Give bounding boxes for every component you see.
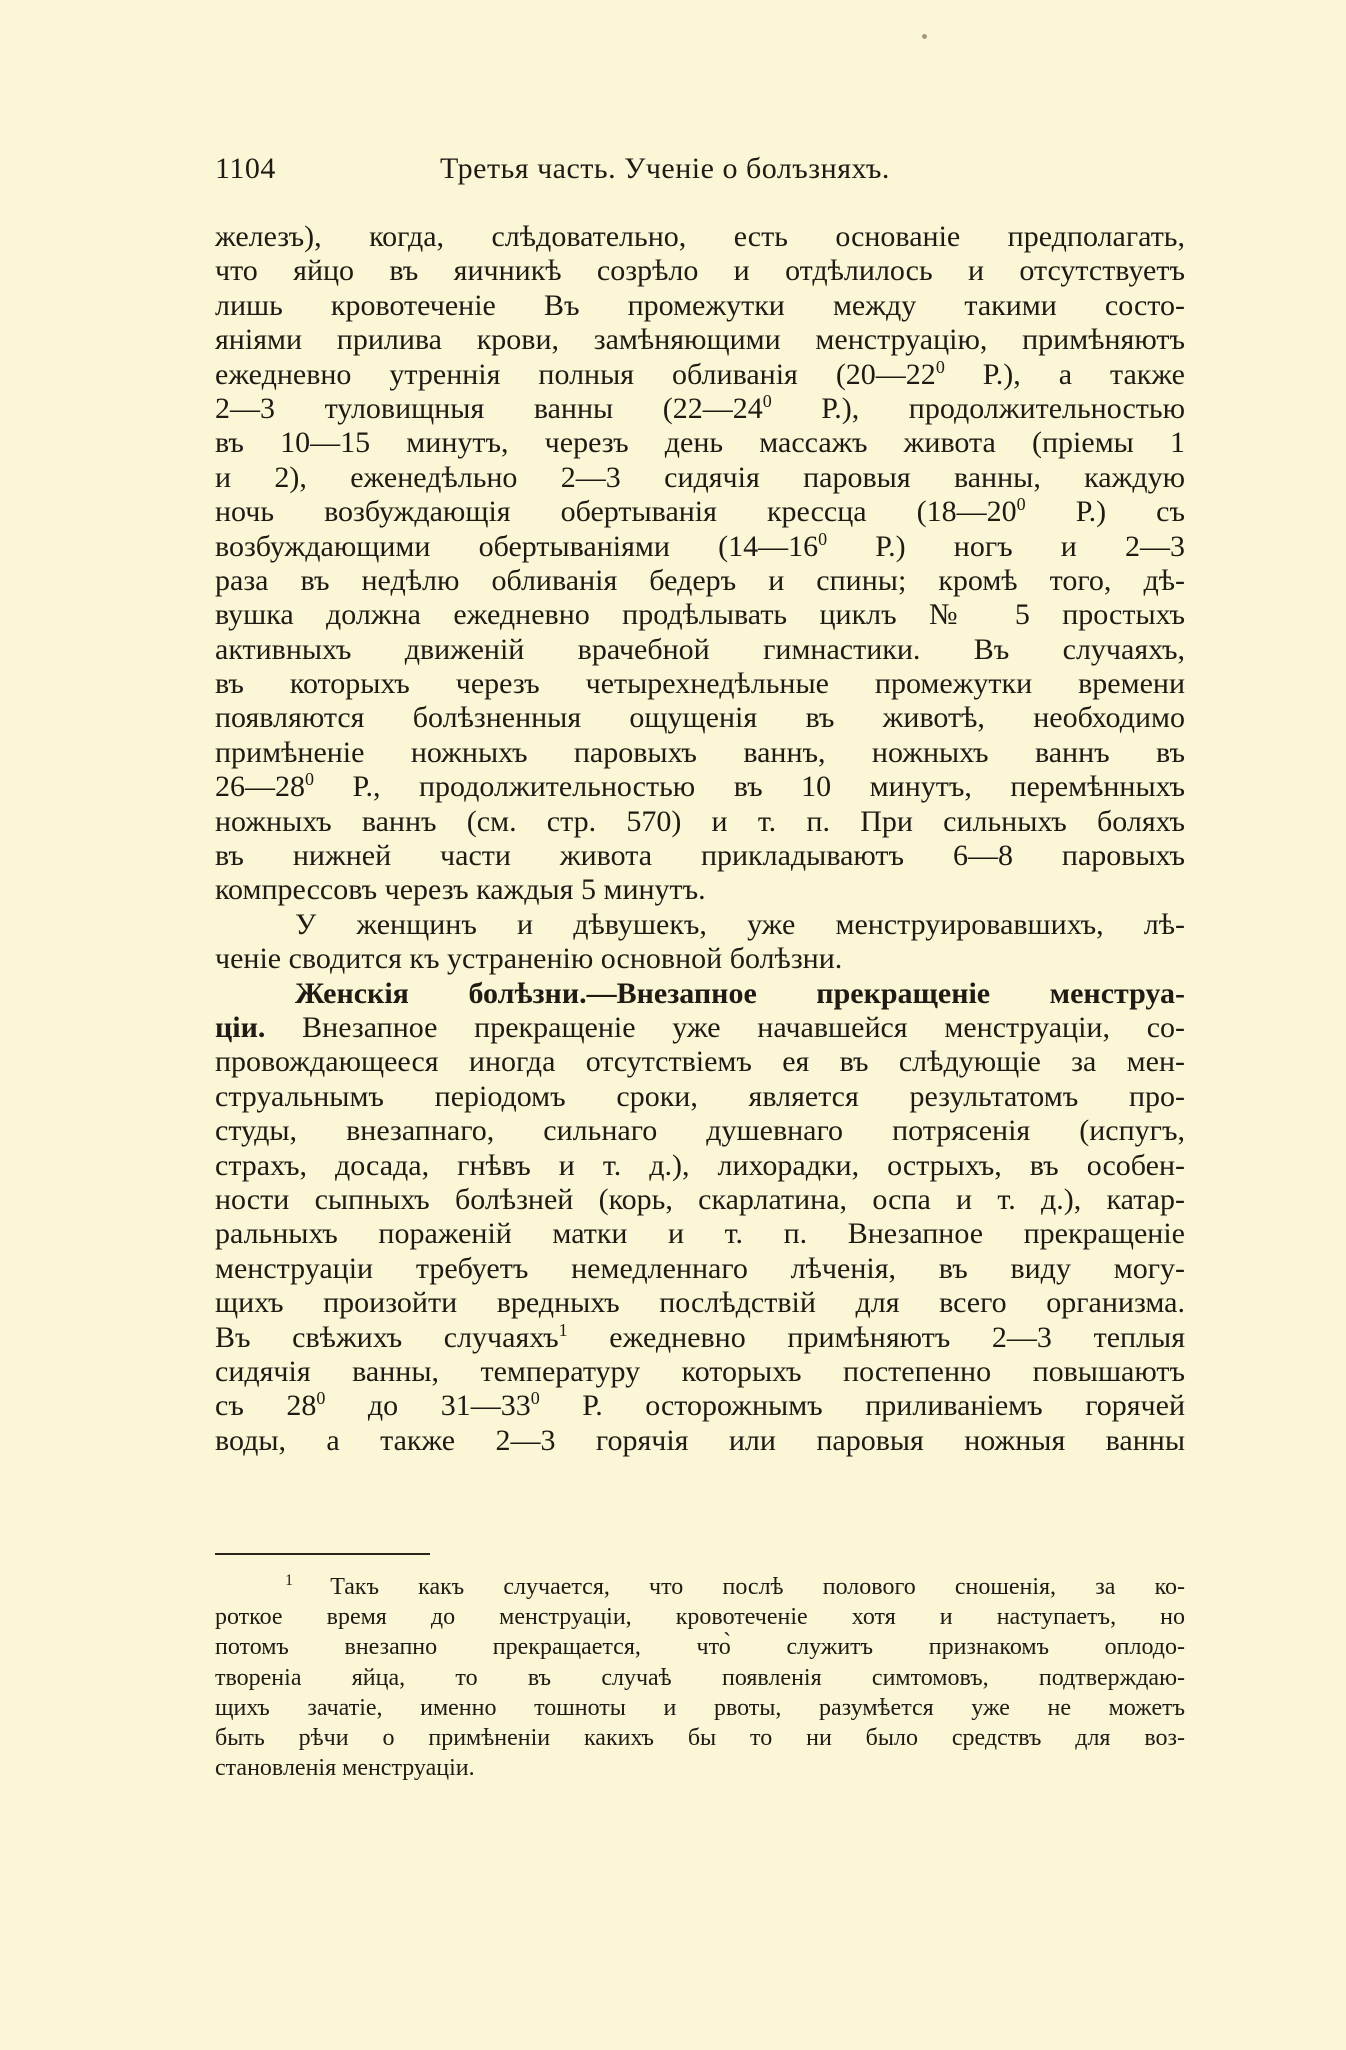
superscript: 0 — [818, 528, 828, 549]
text-run: до 31—33 — [325, 1389, 531, 1423]
running-title: Третья часть. Ученіе о болъзняхъ. — [440, 152, 890, 185]
page-header — [215, 152, 1180, 198]
text-run: ежедневно примѣняютъ 2—3 теплыя — [567, 1320, 1185, 1354]
text-run: щихъ зачатіе, именно тошноты и рвоты, разумѣется уже не можетъ — [215, 1694, 1185, 1721]
footnote-divider — [215, 1553, 430, 1555]
text-line — [215, 1183, 1185, 1217]
text-line — [215, 461, 1185, 495]
text-run: активныхъ движеній врачебной гимнастики. Въ случаяхъ, — [215, 632, 1185, 666]
text-line — [215, 1424, 1185, 1458]
page-number: 1104 — [215, 152, 276, 185]
footnote-line — [215, 1663, 1185, 1693]
text-run: воды, а также 2—3 горячія или паровыя ножныя ванны — [215, 1423, 1185, 1457]
text-run: появляются болѣзненныя ощущенія въ животѣ, необходимо — [215, 701, 1185, 735]
text-line — [215, 839, 1185, 873]
text-line — [215, 1149, 1185, 1183]
text-run: Такъ какъ случается, что послѣ полового сношенія, за ко- — [330, 1574, 1186, 1600]
text-line — [215, 598, 1185, 632]
text-line — [215, 1114, 1185, 1148]
footnote-marker: 1 — [285, 1572, 331, 1589]
text-run: сидячія ванны, температуру которыхъ постепенно повышаютъ — [215, 1354, 1185, 1388]
text-run: раза въ недѣлю обливанія бедеръ и спины; кромѣ того, дѣ- — [215, 563, 1185, 597]
text-line — [215, 426, 1185, 460]
text-run: ножныхъ ваннъ (см. стр. 570) и т. п. При сильныхъ боляхъ — [215, 804, 1185, 838]
text-run: въ 10—15 минутъ, черезъ день массажъ живота (пріемы 1 — [215, 426, 1185, 460]
text-line — [215, 701, 1185, 735]
text-run: ченіе сводится къ устраненію основной болѣзни. — [215, 942, 843, 976]
text-line — [215, 495, 1185, 529]
text-line — [215, 1321, 1185, 1355]
text-run: компрессовъ черезъ каждыя 5 минутъ. — [215, 873, 706, 907]
text-line — [215, 1045, 1185, 1079]
text-run: роткое время до менструаціи, кровотеченіе хотя и наступаетъ, но — [215, 1604, 1185, 1631]
text-line — [215, 908, 1185, 942]
text-line — [215, 530, 1185, 564]
text-line — [215, 1011, 1185, 1045]
text-run: Р.), а также — [944, 357, 1185, 391]
text-line — [215, 1355, 1185, 1389]
text-line — [215, 564, 1185, 598]
footnote-line — [215, 1753, 1185, 1783]
text-run: 2—3 туловищныя ванны (22—24 — [215, 391, 763, 425]
text-run: въ нижней части живота прикладываютъ 6—8 паровыхъ — [215, 839, 1185, 873]
superscript: 0 — [935, 356, 945, 377]
text-run: ежедневно утреннія полныя обливанія (20—22 — [215, 357, 936, 391]
text-run: лишь кровотеченіе Въ промежутки между такими состо- — [215, 288, 1185, 322]
text-line — [215, 1389, 1185, 1423]
text-run: Внезапное прекращеніе уже начавшейся менструаціи, со- — [265, 1010, 1185, 1044]
superscript: 0 — [316, 1388, 326, 1409]
footnote-line — [215, 1632, 1185, 1662]
text-line — [215, 392, 1185, 426]
text-run: ральныхъ пораженій матки и т. п. Внезапное прекращеніе — [215, 1217, 1185, 1251]
superscript: 1 — [558, 1319, 568, 1340]
text-run: Р.), продолжительностью — [771, 391, 1185, 425]
text-run: твореніа яйца, то въ случаѣ появленія симтомовъ, подтверждаю- — [215, 1664, 1185, 1691]
text-line — [215, 667, 1185, 701]
text-line — [215, 1286, 1185, 1320]
text-run: менструаціи требуетъ немедленнаго лѣченія, въ виду могу- — [215, 1251, 1185, 1285]
text-run: и 2), еженедѣльно 2—3 сидячія паровыя ванны, каждую — [215, 460, 1185, 494]
text-run: быть рѣчи о примѣненіи какихъ бы то ни было средствъ для воз- — [215, 1724, 1185, 1751]
text-run: возбуждающими обертываніями (14—16 — [215, 529, 819, 563]
text-run: струальнымъ періодомъ сроки, является результатомъ про- — [215, 1079, 1185, 1113]
ink-speck — [922, 34, 927, 39]
text-line — [215, 220, 1185, 254]
text-run: примѣненіе ножныхъ паровыхъ ваннъ, ножныхъ ваннъ въ — [215, 735, 1185, 769]
text-run: становленія менструаціи. — [215, 1755, 475, 1782]
footnote-line — [215, 1723, 1185, 1753]
text-line — [215, 1252, 1185, 1286]
body-text — [215, 220, 1185, 1458]
superscript: 0 — [305, 769, 314, 790]
text-run: Р.) съ — [1025, 495, 1185, 529]
text-run: студы, внезапнаго, сильнаго душевнаго потрясенія (испугъ, — [215, 1114, 1185, 1148]
text-line — [215, 254, 1185, 288]
text-line — [215, 770, 1185, 804]
text-run: что яйцо въ яичникѣ созрѣло и отдѣлилось и отсутствуетъ — [215, 254, 1185, 288]
footnote-line — [215, 1602, 1185, 1632]
text-line — [215, 323, 1185, 357]
superscript: 0 — [530, 1388, 540, 1409]
superscript: 0 — [1016, 494, 1026, 515]
text-run: щихъ произойти вредныхъ послѣдствій для всего организма. — [215, 1286, 1185, 1320]
text-line — [215, 942, 1185, 976]
text-line — [215, 873, 1185, 907]
text-line — [215, 289, 1185, 323]
text-run: яніями прилива крови, замѣняющими менструацію, примѣняютъ — [215, 323, 1185, 357]
text-run: въ которыхъ черезъ четырехнедѣльные промежутки времени — [215, 667, 1185, 701]
text-line — [215, 1217, 1185, 1251]
text-run: Р., продолжительностью въ 10 минутъ, перемѣнныхъ — [314, 770, 1185, 804]
text-run: ности сыпныхъ болѣзней (корь, скарлатина, оспа и т. д.), катар- — [215, 1182, 1185, 1216]
superscript: 0 — [762, 390, 772, 411]
text-line — [215, 736, 1185, 770]
footnote — [215, 1572, 1185, 1783]
text-line — [215, 977, 1185, 1011]
footnote-line — [215, 1572, 1185, 1602]
text-line — [215, 358, 1185, 392]
text-run: страхъ, досада, гнѣвъ и т. д.), лихорадки, острыхъ, въ особен- — [215, 1148, 1185, 1182]
text-run: провождающееся иногда отсутствіемъ ея въ слѣдующіе за мен- — [215, 1045, 1185, 1079]
bold-heading-run: Женскія болѣзни.—Внезапное прекращеніе менструа- — [295, 976, 1185, 1010]
text-line — [215, 1080, 1185, 1114]
text-run: вушка должна ежедневно продѣлывать циклъ № 5 простыхъ — [215, 598, 1185, 632]
footnote-line — [215, 1693, 1185, 1723]
text-run: Въ свѣжихъ случаяхъ — [215, 1320, 559, 1354]
text-run: 26—28 — [215, 770, 305, 804]
bold-heading-run: ціи. — [215, 1010, 266, 1044]
text-run: Р. осторожнымъ приливаніемъ горячей — [539, 1389, 1186, 1423]
text-line — [215, 805, 1185, 839]
text-line — [215, 633, 1185, 667]
text-run: ночь возбуждающія обертыванія крессца (18—20 — [215, 495, 1017, 529]
text-run: потомъ внезапно прекращается, что̀ служитъ признакомъ оплодо- — [215, 1634, 1185, 1661]
text-run: съ 28 — [215, 1389, 317, 1423]
text-run: железъ), когда, слѣдовательно, есть основаніе предполагать, — [215, 220, 1185, 253]
text-run: Р.) ногъ и 2—3 — [827, 529, 1185, 563]
text-run: У женщинъ и дѣвушекъ, уже менструировавшихъ, лѣ- — [295, 907, 1185, 941]
